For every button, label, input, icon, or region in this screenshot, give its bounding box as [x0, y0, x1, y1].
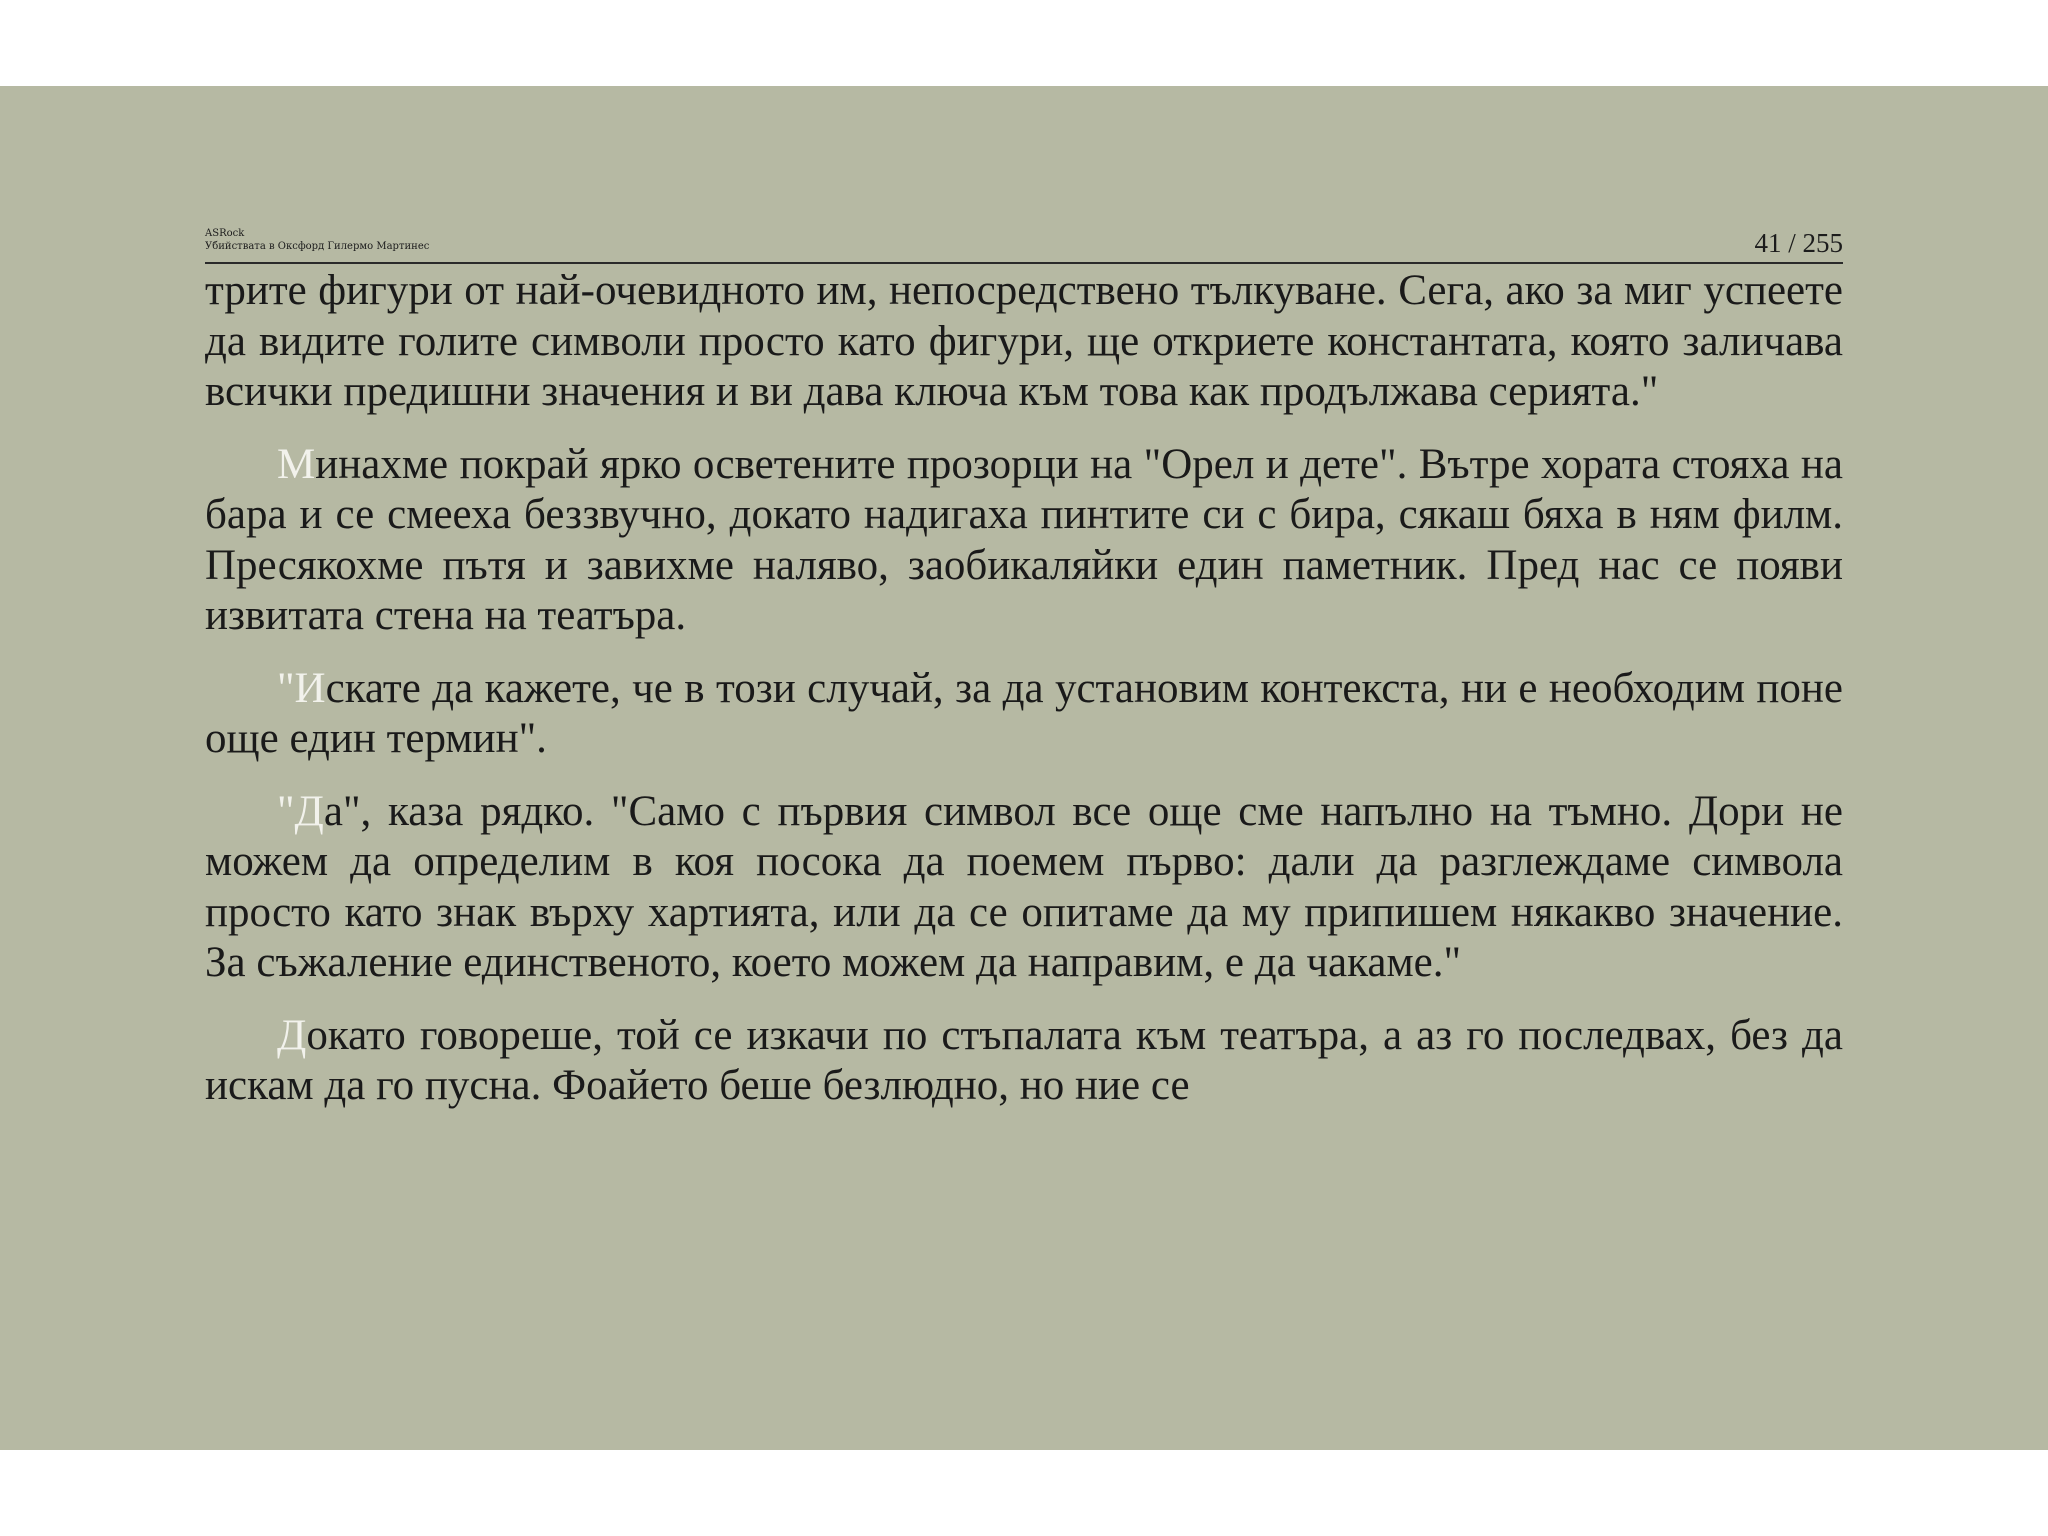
- header-publisher: ASRock: [205, 228, 245, 239]
- paragraph: [205, 1011, 1843, 1112]
- header-book-title: Убийствата в Оксфорд Гилермо Мартинес: [205, 241, 430, 252]
- page-total: 255: [1802, 228, 1843, 258]
- page-header: [205, 138, 1843, 264]
- paragraph: [205, 440, 1843, 642]
- paragraph-text: трите фигури от най-очевидното им, непосредствено тълкуване. Сега, ако за миг успеете да видите голите символи просто като фигури, ще откриете константата, която заличава всички предишни значения и ви дава ключа към това как продължава серията.": [205, 267, 1843, 415]
- paragraph-text: а", каза рядко. "Само с първия символ все още сме напълно на тъмно. Дори не можем да определим в коя посока да поемем първо: дали да разглеждаме символа просто като знак върху хартията, или да се опитаме да му припишем някакво значение. За съжаление единственото, което можем да направим, е да чакаме.": [205, 787, 1843, 986]
- paragraph-first-letter: "И: [277, 664, 326, 712]
- paragraph: [205, 266, 1843, 418]
- paragraph-first-letter: М: [277, 440, 316, 488]
- paragraph: [205, 787, 1843, 989]
- paragraph: [205, 664, 1843, 765]
- page-current: 41: [1754, 228, 1782, 258]
- header-book-info: [205, 227, 429, 253]
- paragraph-text: окато говореше, той се изкачи по стъпалата към театъра, а аз го последвах, без да искам да го пусна. Фоайето беше безлюдно, но ние се: [205, 1011, 1843, 1109]
- page-separator: /: [1781, 228, 1803, 258]
- page-counter: [1754, 228, 1843, 259]
- paragraph-first-letter: "Д: [277, 787, 324, 835]
- book-text[interactable]: [205, 266, 1843, 1134]
- paragraph-text: инахме покрай ярко осветените прозорци на "Орел и дете". Вътре хората стояха на бара и се смееха беззвучно, докато надигаха пинтите си с бира, сякаш бяха в ням филм. Пресякохме пътя и завихме наляво, заобикаляйки един паметник. Пред нас се появи извитата стена на театъра.: [205, 440, 1843, 639]
- paragraph-first-letter: Д: [277, 1011, 307, 1059]
- paragraph-text: скате да кажете, че в този случай, за да установим контекста, ни е необходим поне още един термин".: [205, 664, 1843, 762]
